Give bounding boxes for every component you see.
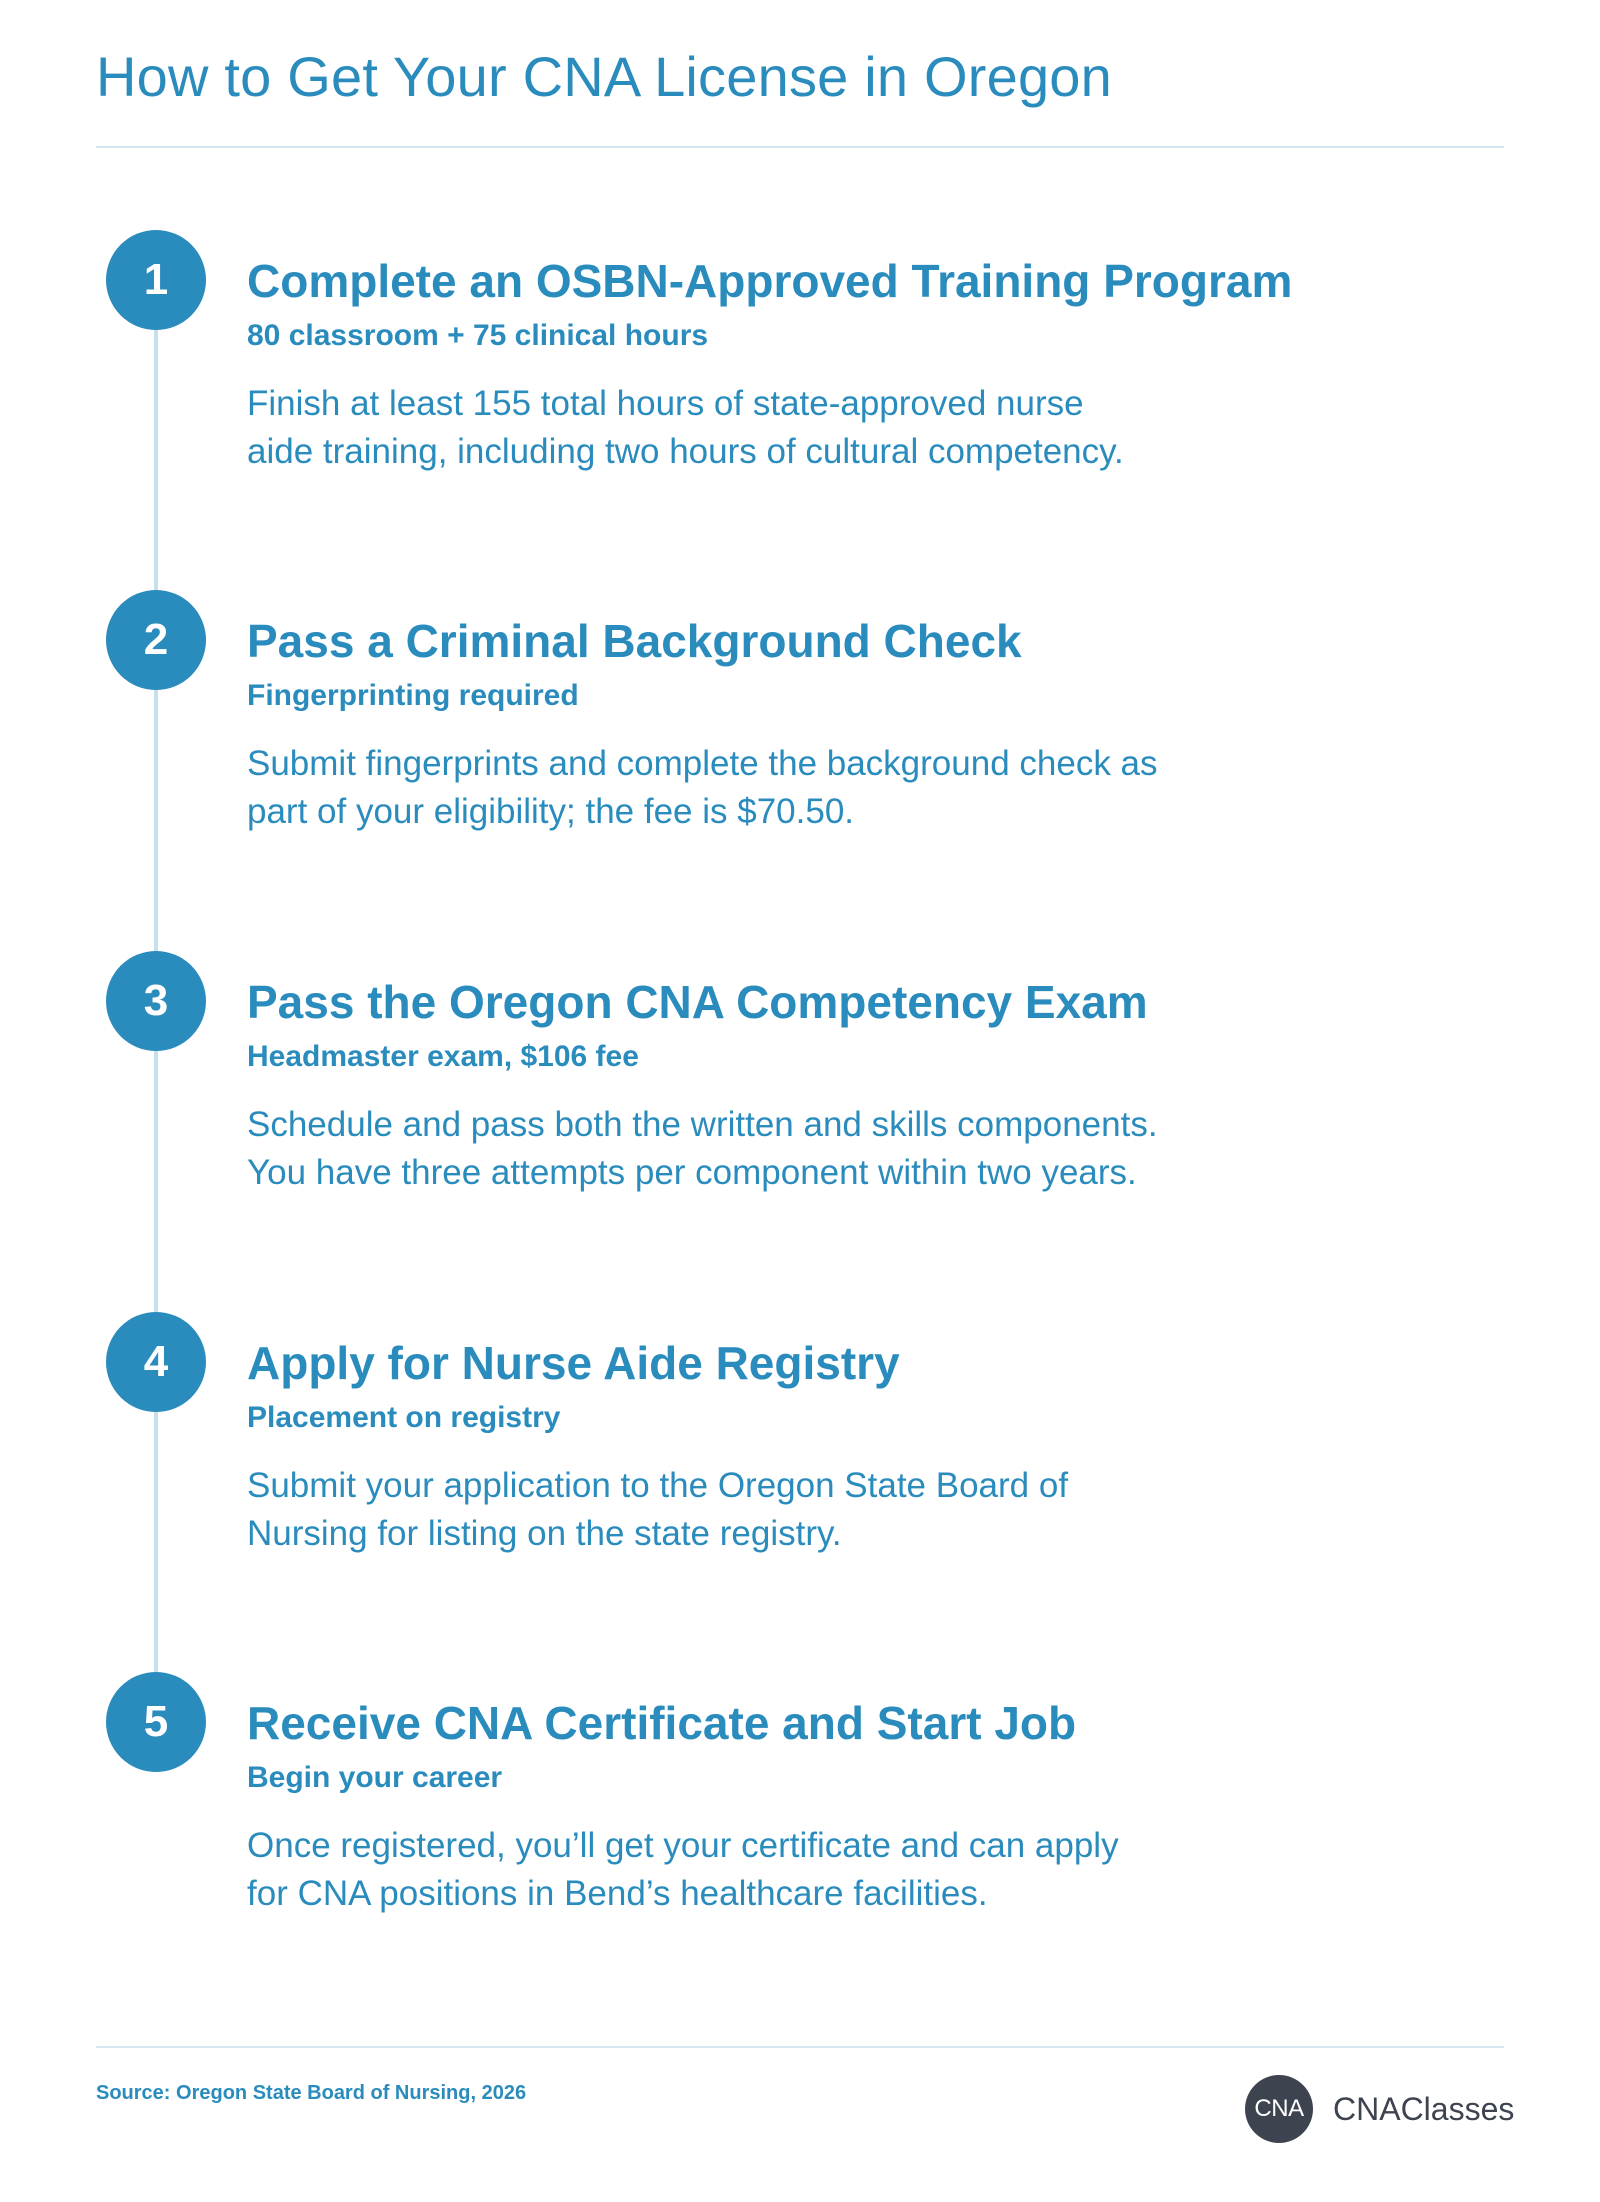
step-description-line: Once registered, you’ll get your certificate and can apply — [247, 1826, 1119, 1865]
step-number-badge: 4 — [106, 1312, 206, 1412]
step-description-line: Schedule and pass both the written and skills components. — [247, 1105, 1158, 1144]
step-subtitle: 80 classroom + 75 clinical hours — [247, 319, 709, 352]
step-description — [247, 1101, 1297, 1197]
footer-divider — [96, 2046, 1504, 2048]
step-description-line: Finish at least 155 total hours of state-approved nurse — [247, 384, 1084, 423]
step-description-line: for CNA positions in Bend’s healthcare facilities. — [247, 1874, 988, 1913]
cna-logo-icon: CNA — [1245, 2075, 1313, 2143]
source-citation: Source: Oregon State Board of Nursing, 2026 — [96, 2082, 527, 2104]
page-title: How to Get Your CNA License in Oregon — [96, 45, 1112, 108]
step-description-line: part of your eligibility; the fee is $70.50. — [247, 792, 855, 831]
step-description-line: Nursing for listing on the state registry. — [247, 1514, 842, 1553]
step-subtitle: Headmaster exam, $106 fee — [247, 1040, 639, 1073]
step-subtitle: Fingerprinting required — [247, 679, 579, 712]
step-subtitle: Placement on registry — [247, 1401, 561, 1434]
step-title: Receive CNA Certificate and Start Job — [247, 1697, 1077, 1749]
step-title: Pass the Oregon CNA Competency Exam — [247, 976, 1148, 1028]
step-description — [247, 1822, 1297, 1918]
step-description — [247, 1462, 1297, 1558]
step-description — [247, 740, 1297, 836]
step-description-line: aide training, including two hours of cultural competency. — [247, 432, 1124, 471]
step-title: Complete an OSBN-Approved Training Program — [247, 255, 1293, 307]
step-number-badge: 1 — [106, 230, 206, 330]
header-divider — [96, 146, 1504, 148]
step-description — [247, 380, 1297, 476]
step-subtitle: Begin your career — [247, 1761, 503, 1794]
brand-name: CNAClasses — [1333, 2090, 1515, 2127]
step-description-line: Submit your application to the Oregon State Board of — [247, 1466, 1069, 1505]
step-description-line: Submit fingerprints and complete the background check as — [247, 744, 1158, 783]
step-description-line: You have three attempts per component within two years. — [247, 1153, 1137, 1192]
step-title: Pass a Criminal Background Check — [247, 615, 1022, 667]
step-title: Apply for Nurse Aide Registry — [247, 1337, 900, 1389]
step-number-badge: 2 — [106, 590, 206, 690]
brand-logo — [1245, 2075, 1514, 2143]
step-number-badge: 5 — [106, 1672, 206, 1772]
step-number-badge: 3 — [106, 951, 206, 1051]
